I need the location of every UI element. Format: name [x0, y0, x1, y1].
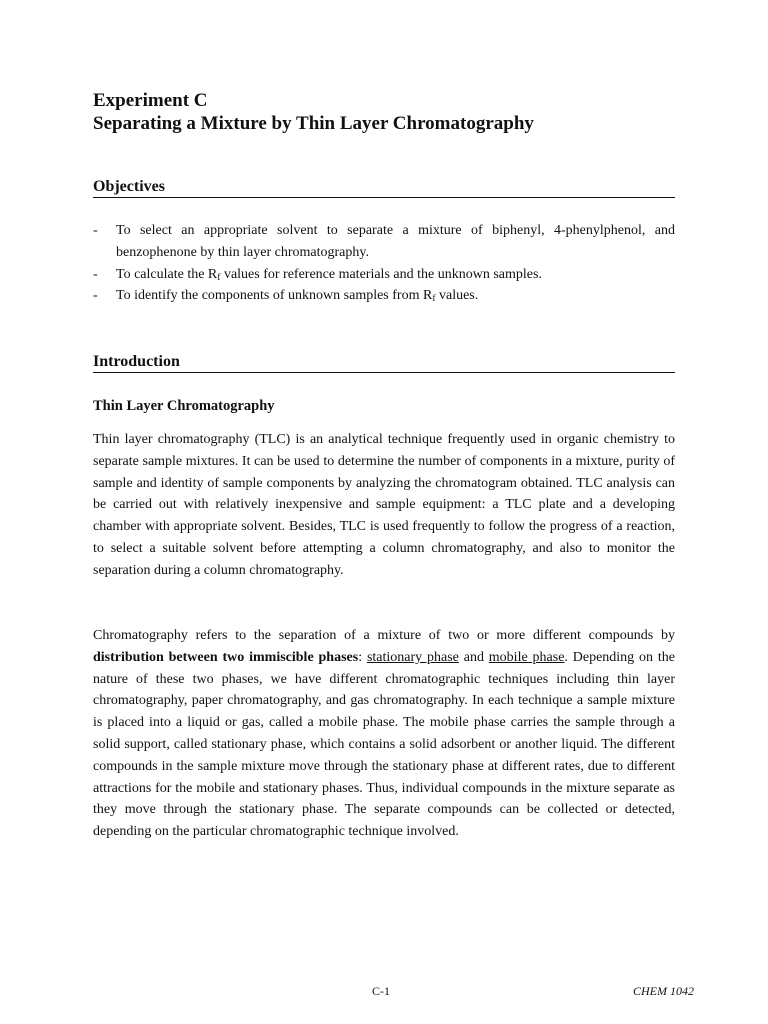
rf-subscript: f [217, 272, 221, 283]
page-number: C-1 [372, 984, 390, 998]
rf-subscript: f [432, 294, 436, 305]
objective-text-part: To calculate the R [116, 266, 218, 282]
paragraph-text: . Depending on the nature of these two phases, we have different chromatographic techniques including thin layer chromatography, paper chromatography, and gas chromatography. In each technique a sample mixture is placed into a liquid or gas, called a mobile phase. The mobile phase carries the sample through a solid support, called stationary phase, which contains a solid adsorbent or another liquid. The different compounds in the sample mixture move through the stationary phase at different rates, due to different attractions for the mobile and stationary phases. Thus, individual compounds in the mixture separate as they move through the stationary phase. The separate compounds can be collected or detected, depending on the particular chromatographic technique involved. [93, 649, 675, 840]
experiment-title: Separating a Mixture by Thin Layer Chromatography [93, 113, 534, 134]
objectives-heading: Objectives [93, 178, 675, 198]
tlc-subheading: Thin Layer Chromatography [93, 398, 275, 414]
title-block [93, 89, 683, 135]
objective-item [93, 220, 675, 264]
underlined-term: stationary phase [366, 649, 459, 665]
chromatography-paragraph [93, 625, 675, 843]
objective-text [116, 288, 478, 303]
bold-term: distribution between two immiscible phases [93, 649, 359, 665]
objective-text-part: values. [435, 288, 479, 304]
objective-text: To select an appropriate solvent to separate a mixture of biphenyl, 4-phenylphenol, and benzophenone by thin layer chromatography. [116, 223, 675, 260]
objective-text-part: values for reference materials and the unknown samples. [220, 266, 542, 282]
objectives-list [93, 220, 675, 307]
paragraph-text: Chromatography refers to the separation of a mixture of two or more different compounds by [93, 628, 675, 643]
bullet-dash: - [93, 266, 98, 282]
paragraph-text: : [358, 649, 367, 665]
bullet-dash: - [93, 288, 98, 304]
objective-item [93, 264, 675, 286]
course-code: CHEM 1042 [633, 984, 694, 998]
tlc-paragraph: Thin layer chromatography (TLC) is an analytical technique frequently used in organic chemistry to separate sample mixtures. It can be used to determine the number of components in a mixture, purity of sample and identity of sample components by analyzing the chromatogram obtained. TLC analysis can be carried out with relatively inexpensive and sample equipment: a TLC plate and a developing chamber with appropriate solvent. Besides, TLC is used frequently to follow the progress of a reaction, to select a suitable solvent before attempting a column chromatography, and also to monitor the separation during a column chromatography. [93, 432, 675, 578]
objective-item [93, 285, 675, 307]
experiment-label: Experiment C [93, 90, 208, 111]
objective-text [116, 267, 542, 282]
objective-text-part: To identify the components of unknown samples from R [116, 288, 433, 304]
paragraph-text: and [458, 649, 489, 665]
bullet-dash: - [93, 223, 98, 238]
underlined-term: mobile phase [488, 649, 565, 665]
introduction-heading: Introduction [93, 353, 675, 373]
